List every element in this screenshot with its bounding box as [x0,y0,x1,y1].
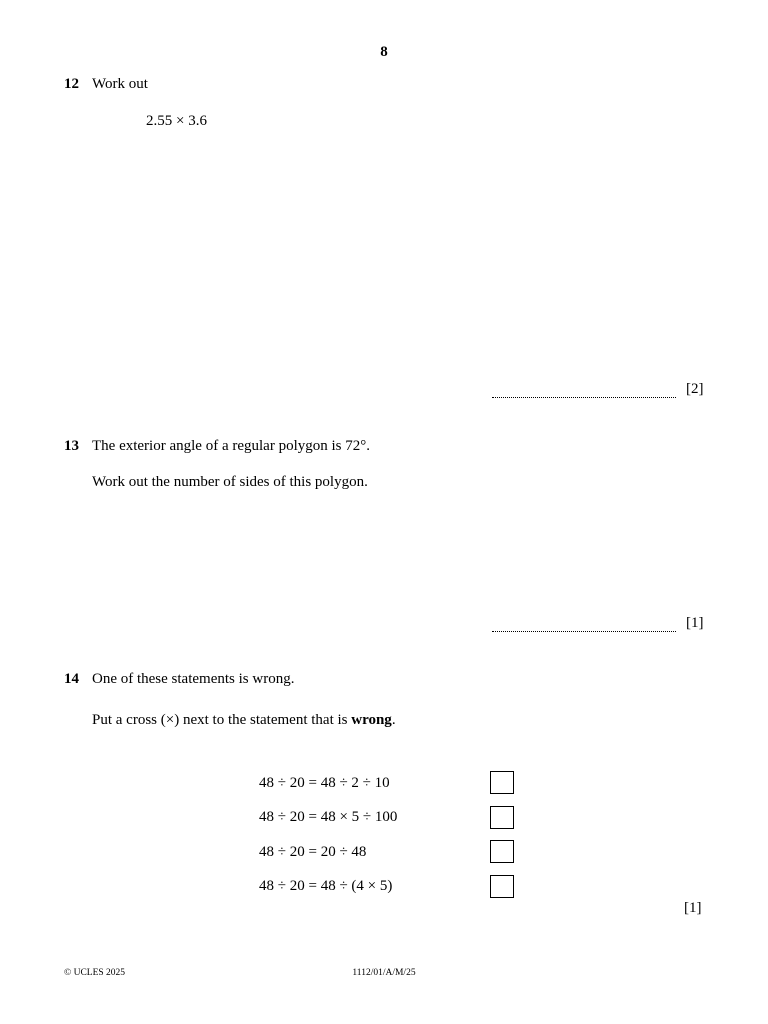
statement-2-checkbox[interactable] [490,806,514,829]
instruction-prefix: Put a cross (×) next to the statement that is [92,712,352,728]
question-12-answer-line[interactable] [492,397,676,398]
question-13-instruction: Work out the number of sides of this polygon. [92,474,368,490]
question-12-number: 12 [64,76,79,92]
instruction-bold: wrong [351,712,392,728]
statement-3: 48 ÷ 20 = 20 ÷ 48 [259,844,367,860]
question-14-marks: [1] [684,900,702,916]
question-12-text: Work out [92,76,148,92]
footer-copyright: © UCLES 2025 [64,968,126,978]
statement-2: 48 ÷ 20 = 48 × 5 ÷ 100 [259,809,398,825]
question-13-marks: [1] [686,615,704,631]
question-13-answer-line[interactable] [492,631,676,632]
question-14-instruction [92,712,396,729]
question-13-number: 13 [64,438,79,454]
question-12-marks: [2] [686,381,704,397]
statement-4: 48 ÷ 20 = 48 ÷ (4 × 5) [259,878,393,894]
instruction-suffix: . [391,712,396,728]
statement-4-checkbox[interactable] [490,875,514,898]
question-14-number: 14 [64,671,79,687]
page-number: 8 [380,44,388,60]
footer-code: 1112/01/A/M/25 [352,968,416,978]
statement-1-checkbox[interactable] [490,771,514,794]
question-13-text: The exterior angle of a regular polygon is 72°. [92,438,370,454]
question-12-expression: 2.55 × 3.6 [146,113,207,129]
statement-1: 48 ÷ 20 = 48 ÷ 2 ÷ 10 [259,775,390,791]
statement-3-checkbox[interactable] [490,840,514,863]
question-14-text: One of these statements is wrong. [92,671,295,687]
